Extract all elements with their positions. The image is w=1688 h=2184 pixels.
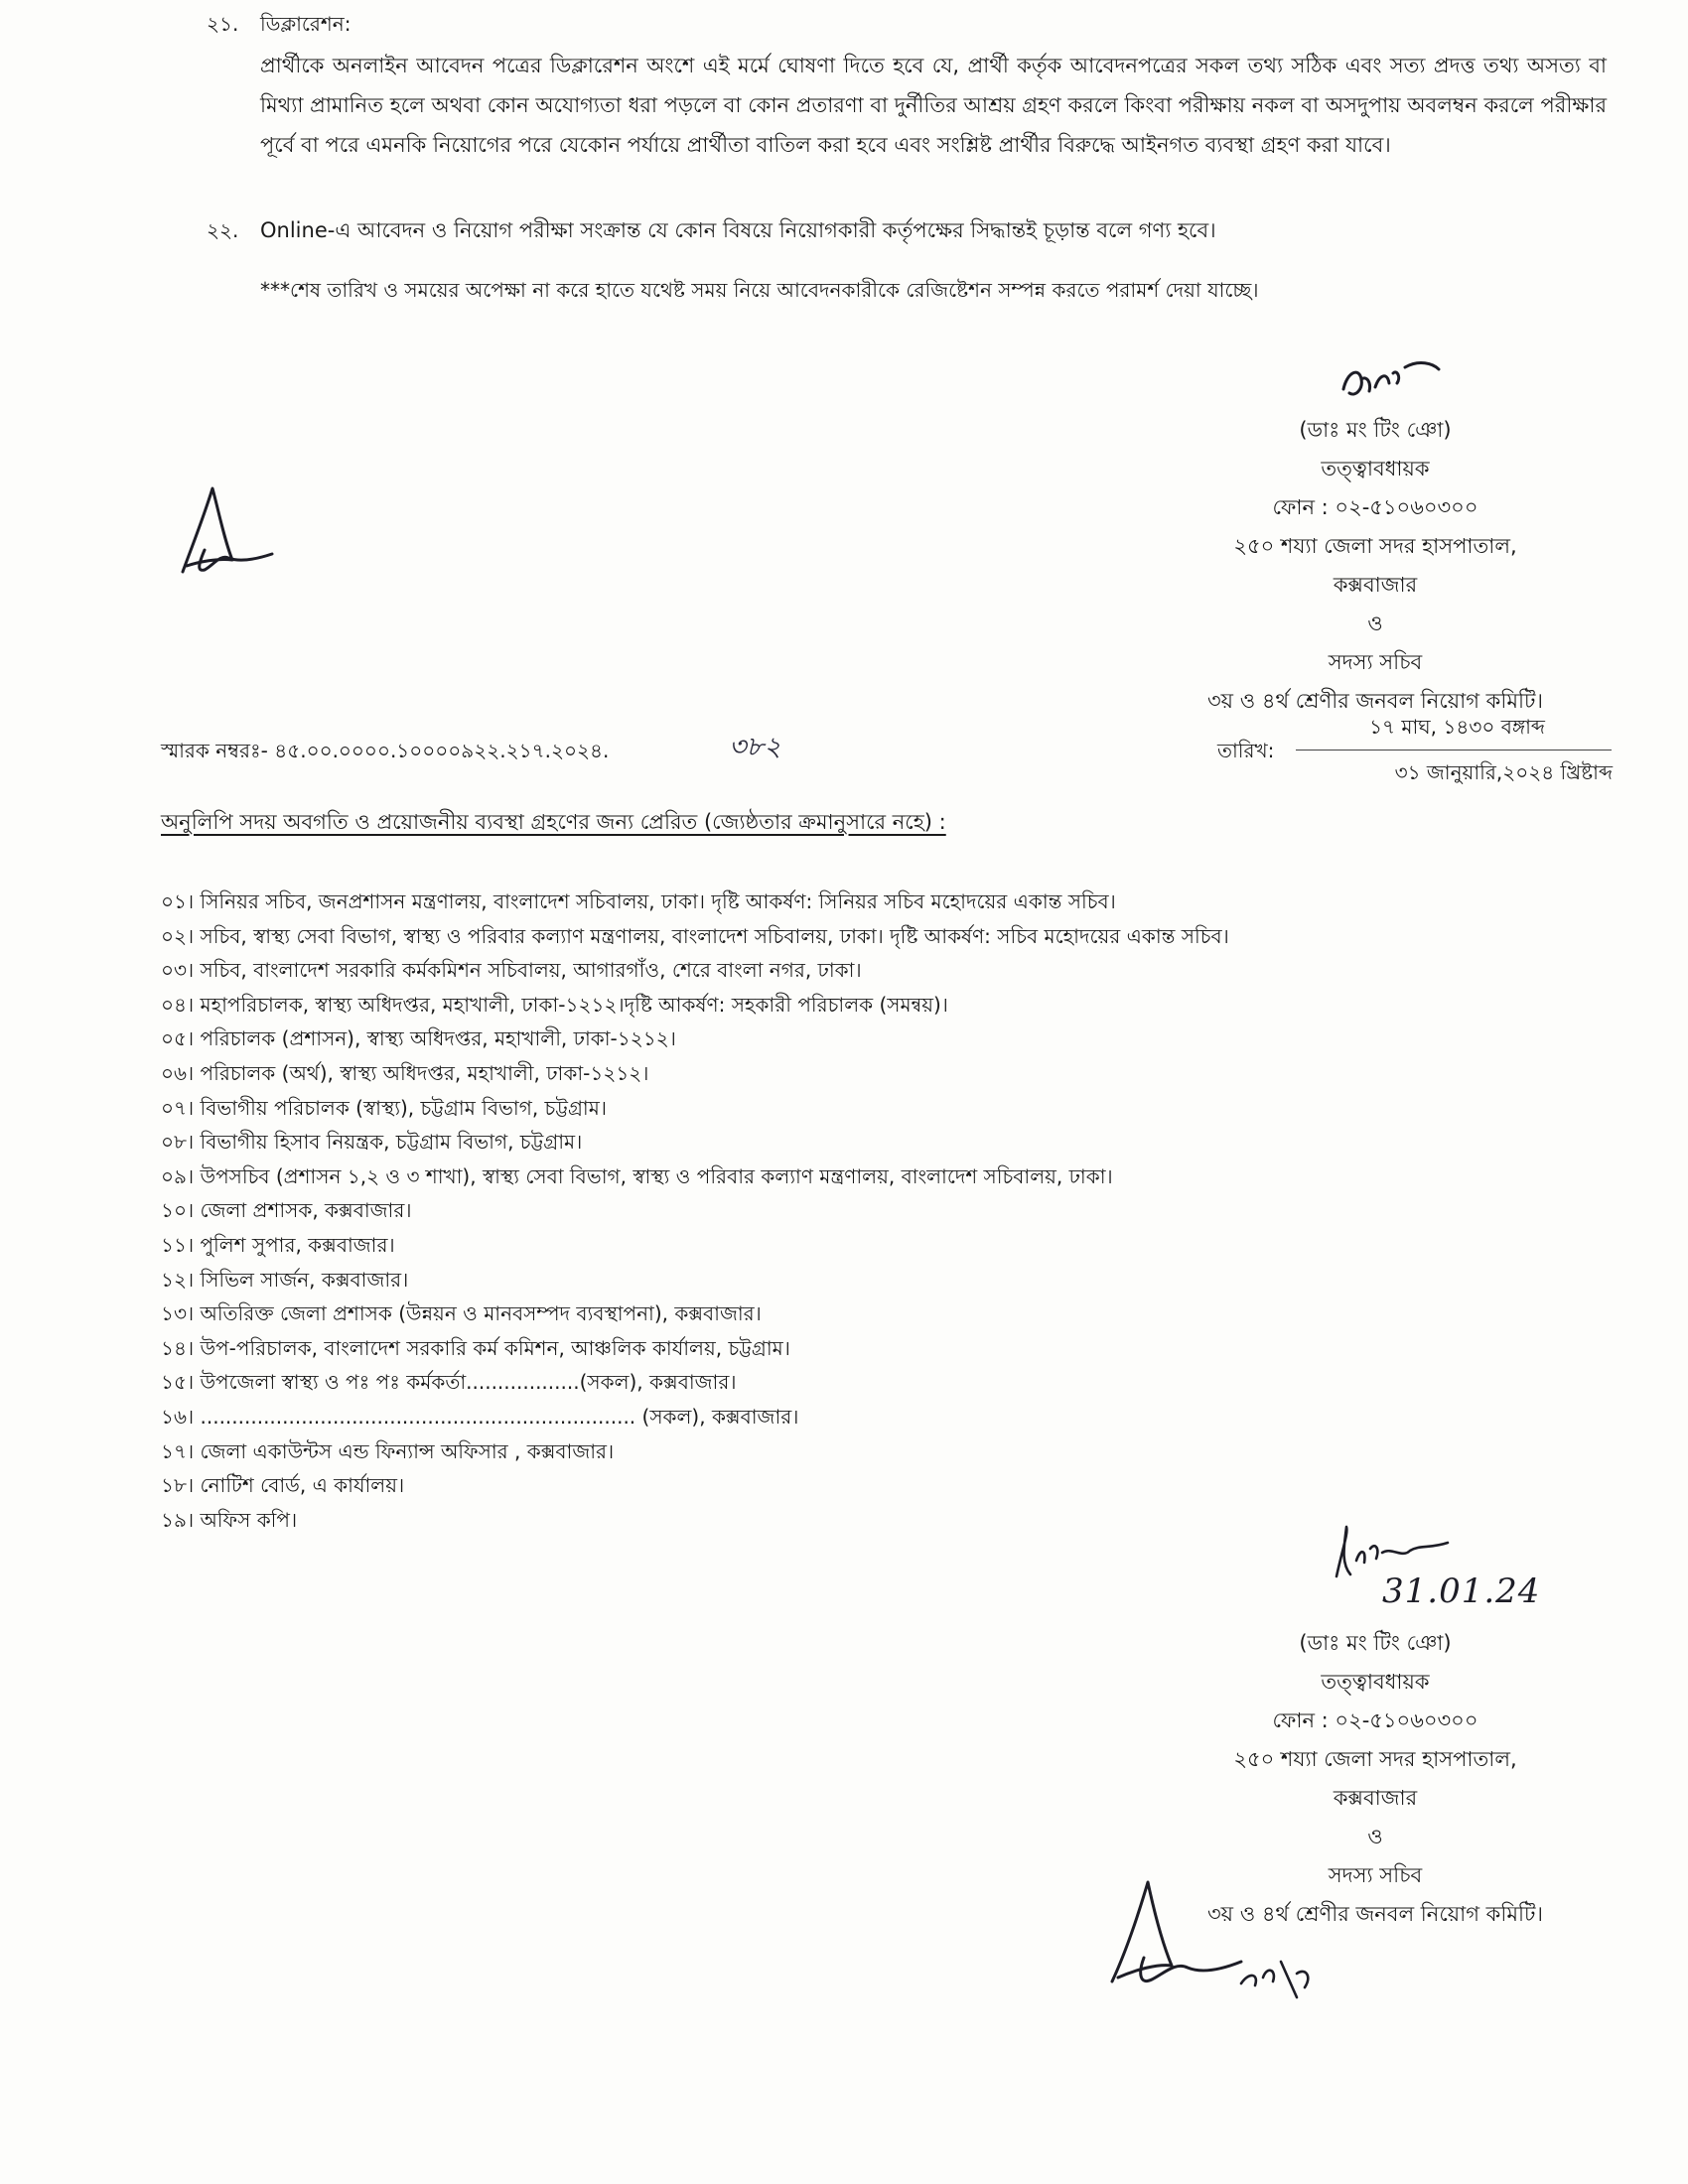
list-item: ০৬। পরিচালক (অর্থ), স্বাস্থ্য অধিদপ্তর, মহাখালী, ঢাকা-১২১২।	[161, 1060, 649, 1085]
list-item: ১১। পুলিশ সুপার, কক্সবাজার।	[161, 1232, 395, 1257]
signature-block-upper	[1177, 411, 1574, 721]
signatory-office: ২৫০ শয্যা জেলা সদর হাসপাতাল,	[1233, 534, 1517, 558]
signatory-office: ২৫০ শয্যা জেলা সদর হাসপাতাল,	[1233, 1747, 1517, 1771]
date-label: তারিখ:	[1217, 739, 1275, 762]
signatory-phone: ফোন : ০২-৫১০৬০৩০০	[1272, 1708, 1478, 1732]
deadline-note: ***শেষ তারিখ ও সময়ের অপেক্ষা না করে হাতে যথেষ্ট সময় নিয়ে আবেদনকারীকে রেজিষ্টেশন সম্পন্ন করতে পরামর্শ দেয়া যাচ্ছে।	[260, 278, 1259, 302]
date-divider	[1296, 750, 1612, 751]
bottom-signature-flourish	[1092, 1866, 1321, 2005]
list-item: ১৩। অতিরিক্ত জেলা প্রশাসক (উন্নয়ন ও মানবসম্পদ ব্যবস্থাপনা), কক্সবাজার।	[161, 1301, 762, 1326]
date-bangla: ১৭ মাঘ, ১৪৩০ বঙ্গাব্দ	[1369, 715, 1545, 739]
distribution-list	[161, 885, 1229, 1537]
list-item: ০২। সচিব, স্বাস্থ্য সেবা বিভাগ, স্বাস্থ্য ও পরিবার কল্যাণ মন্ত্রণালয়, বাংলাদেশ সচিবালয়, ঢাকা। দৃষ্টি আকর্ষণ: সচিব মহোদয়ের একান্ত সচিব।	[161, 923, 1229, 948]
signatory-name: (ডাঃ মং টিং ঞো)	[1299, 418, 1452, 442]
handwritten-date: 31.01.24	[1382, 1571, 1541, 1611]
signatory-committee: ৩য় ও ৪র্থ শ্রেণীর জনবল নিয়োগ কমিটি।	[1207, 689, 1543, 713]
list-item: ১২। সিভিল সার্জন, কক্সবাজার।	[161, 1267, 409, 1292]
left-initials	[169, 480, 278, 580]
list-item: ১৮। নোটিশ বোর্ড, এ কার্যালয়।	[161, 1473, 405, 1498]
list-item: ১৯। অফিস কপি।	[161, 1507, 298, 1532]
list-item: ১৪। উপ-পরিচালক, বাংলাদেশ সরকারি কর্ম কমিশন, আঞ্চলিক কার্যালয়, চট্টগ্রাম।	[161, 1335, 790, 1360]
list-item: ০৭। বিভাগীয় পরিচালক (স্বাস্থ্য), চট্টগ্রাম বিভাগ, চট্টগ্রাম।	[161, 1095, 607, 1120]
signatory-designation: তত্ত্বাবধায়ক	[1321, 1670, 1430, 1694]
clause-21-heading: ডিক্লারেশন:	[260, 12, 352, 36]
memo-number-line	[161, 731, 609, 770]
list-item: ০৮। বিভাগীয় হিসাব নিয়ন্ত্রক, চট্টগ্রাম বিভাগ, চট্টগ্রাম।	[161, 1130, 583, 1155]
signatory-phone: ফোন : ০২-৫১০৬০৩০০	[1272, 495, 1478, 519]
upper-signature	[1336, 353, 1445, 408]
list-item: ০৯। উপসচিব (প্রশাসন ১,২ ও ৩ শাখা), স্বাস্থ্য সেবা বিভাগ, স্বাস্থ্য ও পরিবার কল্যাণ মন্ত্রণালয়, বাংলাদেশ সচিবালয়, ঢাকা।	[161, 1163, 1113, 1188]
signatory-role: সদস্য সচিব	[1328, 1863, 1423, 1887]
signatory-committee: ৩য় ও ৪র্থ শ্রেণীর জনবল নিয়োগ কমিটি।	[1207, 1902, 1543, 1926]
list-item: ১৭। জেলা একাউন্টস এন্ড ফিন্যান্স অফিসার , কক্সবাজার।	[161, 1438, 615, 1463]
clause-22-number: ২২.	[207, 218, 239, 242]
distribution-heading: অনুলিপি সদয় অবগতি ও প্রয়োজনীয় ব্যবস্থা গ্রহণের জন্য প্রেরিত (জ্যেষ্ঠতার ক্রমানুসারে নহে) :	[161, 810, 946, 834]
memo-label: স্মারক নম্বরঃ-	[161, 739, 268, 762]
signatory-designation: তত্ত্বাবধায়ক	[1321, 457, 1430, 480]
clause-21-paragraph: প্রার্থীকে অনলাইন আবেদন পত্রের ডিক্লারেশন অংশে এই মর্মে ঘোষণা দিতে হবে যে, প্রার্থী কর্তৃক আবেদনপত্রের সকল তথ্য সঠিক এবং সত্য প্রদত্ত তথ্য অসত্য বা মিথ্যা প্রামানিত হলে অথবা কোন অযোগ্যতা ধরা পড়লে বা কোন প্রতারণা বা দুর্নীতির আশ্রয় গ্রহণ করলে কিংবা পরীক্ষায় নকল বা অসদুপায় অবলম্বন করলে পরীক্ষার পূর্বে বা পরে এমনকি নিয়োগের পরে যেকোন পর্যায়ে প্রার্থীতা বাতিল করা হবে এবং সংশ্লিষ্ট প্রার্থীর বিরুদ্ধে আইনগত ব্যবস্থা গ্রহণ করা যাবে।	[260, 54, 1607, 157]
list-item: ১৬। ..................................................................... (সকল), কক্সবাজার।	[161, 1404, 799, 1429]
clause-21-number: ২১.	[207, 12, 239, 36]
memo-number: ৪৫.০০.০০০০.১০০০০৯২২.২১৭.২০২৪.	[274, 739, 610, 762]
list-item: ১০। জেলা প্রশাসক, কক্সবাজার।	[161, 1198, 412, 1223]
list-item: ০৫। পরিচালক (প্রশাসন), স্বাস্থ্য অধিদপ্তর, মহাখালী, ঢাকা-১২১২।	[161, 1026, 676, 1051]
signatory-conjunction: ও	[1367, 1825, 1383, 1848]
date-gregorian: ৩১ জানুয়ারি,২০২৪ খ্রিষ্টাব্দ	[1394, 760, 1613, 784]
list-item: ০৪। মহাপরিচালক, স্বাস্থ্য অধিদপ্তর, মহাখালী, ঢাকা-১২১২।দৃষ্টি আকর্ষণ: সহকারী পরিচালক (সমন্বয়)।	[161, 992, 948, 1017]
signatory-conjunction: ও	[1367, 612, 1383, 635]
signatory-location: কক্সবাজার	[1333, 573, 1418, 597]
clause-22-text: Online-এ আবেদন ও নিয়োগ পরীক্ষা সংক্রান্ত যে কোন বিষয়ে নিয়োগকারী কর্তৃপক্ষের সিদ্ধান্তই চূড়ান্ত বলে গণ্য হবে।	[260, 218, 1216, 242]
signatory-name: (ডাঃ মং টিং ঞো)	[1299, 1631, 1452, 1655]
memo-handwritten-suffix: ৩৮২	[729, 732, 781, 762]
signatory-role: সদস্য সচিব	[1328, 650, 1423, 674]
list-item: ০১। সিনিয়র সচিব, জনপ্রশাসন মন্ত্রণালয়, বাংলাদেশ সচিবালয়, ঢাকা। দৃষ্টি আকর্ষণ: সিনিয়র সচিব মহোদয়ের একান্ত সচিব।	[161, 889, 1116, 913]
list-item: ০৩। সচিব, বাংলাদেশ সরকারি কর্মকমিশন সচিবালয়, আগারগাঁও, শেরে বাংলা নগর, ঢাকা।	[161, 958, 862, 983]
signatory-location: কক্সবাজার	[1333, 1786, 1418, 1810]
list-item: ১৫। উপজেলা স্বাস্থ্য ও পঃ পঃ কর্মকর্তা..................(সকল), কক্সবাজার।	[161, 1370, 737, 1395]
